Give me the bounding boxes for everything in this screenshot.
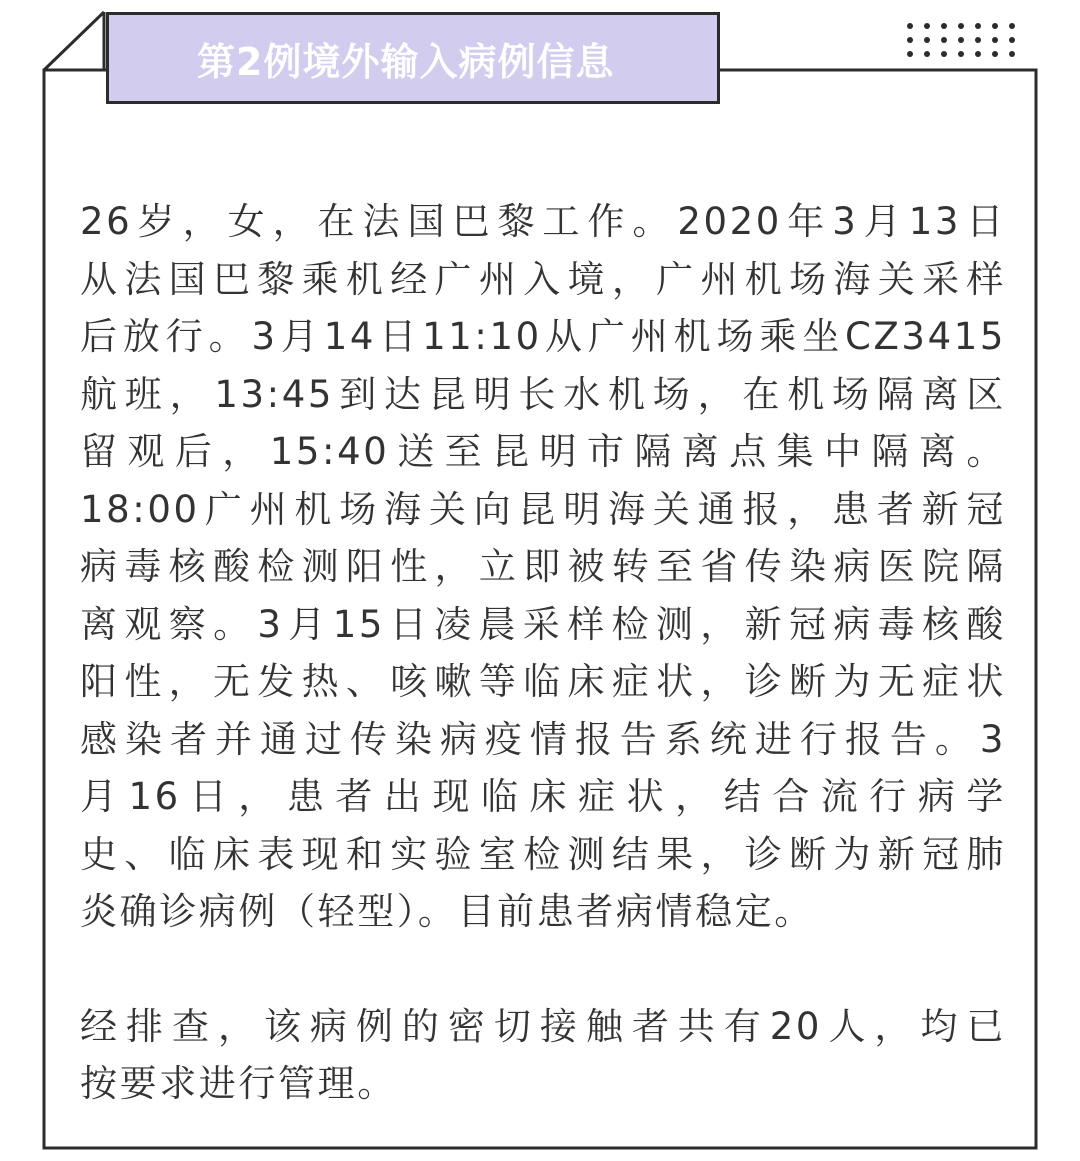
paragraph1-line: 离观察。3月15日凌晨采样检测，新冠病毒核酸 xyxy=(80,602,1006,646)
paragraph1-line: 18:00广州机场海关向昆明海关通报，患者新冠 xyxy=(80,487,1006,531)
paragraph1-line: 炎确诊病例（轻型）。目前患者病情稳定。 xyxy=(80,890,814,933)
paragraph1-line: 阳性，无发热、咳嗽等临床症状，诊断为无症状 xyxy=(80,660,1006,703)
title-tab xyxy=(106,12,720,104)
paragraph1-line: 航班，13:45到达昆明长水机场，在机场隔离区 xyxy=(80,372,1006,416)
paragraph1-line: 后放行。3月14日11:10从广州机场乘坐CZ3415 xyxy=(80,315,1006,358)
paragraph1-line: 病毒核酸检测阳性，立即被转至省传染病医院隔 xyxy=(80,545,1006,588)
paragraph1-line: 留观后，15:40送至昆明市隔离点集中隔离。 xyxy=(80,430,1006,473)
paragraph1-line: 史、临床表现和实验室检测结果，诊断为新冠肺 xyxy=(80,832,1006,876)
paragraph1-line: 26岁，女，在法国巴黎工作。2020年3月13日 xyxy=(80,200,1006,243)
paragraph-gap xyxy=(80,941,1006,998)
paragraph1-line: 月16日，患者出现临床症状，结合流行病学 xyxy=(80,775,1006,818)
paragraph1-line: 从法国巴黎乘机经广州入境，广州机场海关采样 xyxy=(80,257,1006,301)
paragraph1-line: 感染者并通过传染病疫情报告系统进行报告。3 xyxy=(80,717,1006,761)
paragraph2-line: 经排查，该病例的密切接触者共有20人，均已 xyxy=(80,1004,1006,1048)
page-title: 第2例境外输入病例信息 xyxy=(197,39,615,84)
article-body xyxy=(80,193,1006,1113)
dot-grid-icon xyxy=(906,22,1016,58)
paragraph2-line: 按要求进行管理。 xyxy=(80,1062,397,1105)
